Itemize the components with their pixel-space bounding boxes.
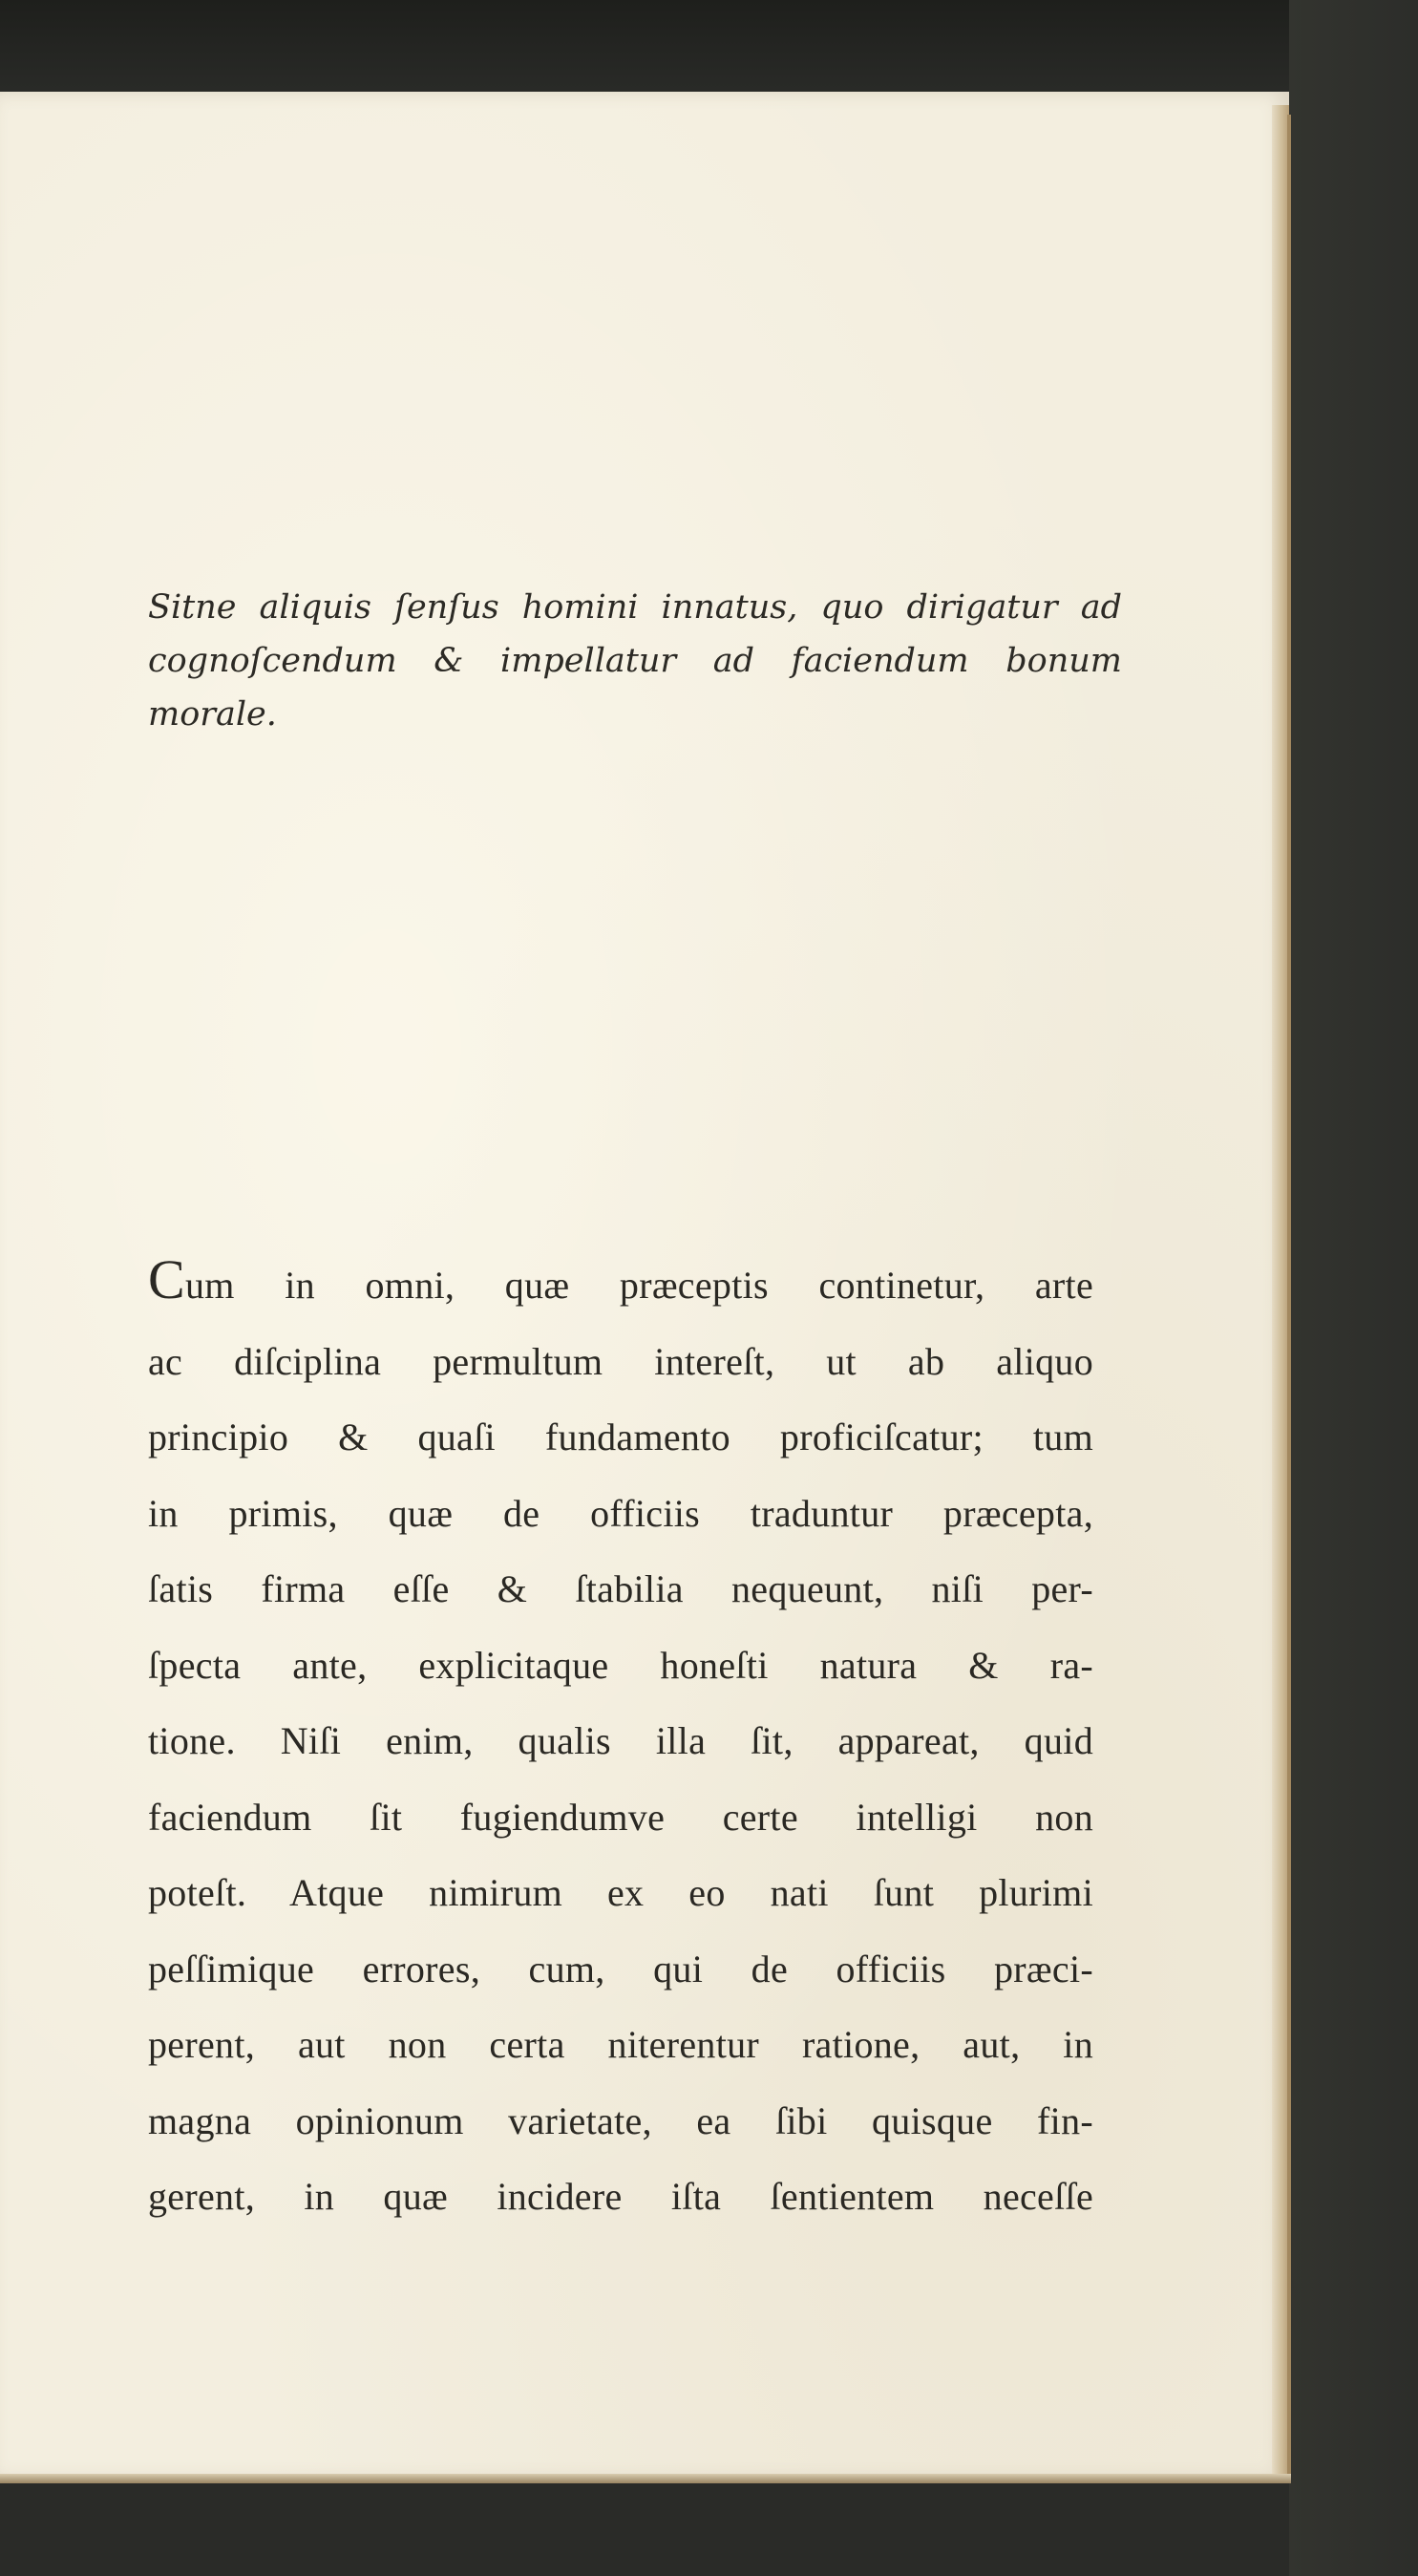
section-heading: Sitne aliquis ſenſus homini innatus, quo dirigatur ad cognoſcendum & impellatur ad faciendum bonum morale. bbox=[148, 588, 1122, 734]
body-text bbox=[148, 1242, 1093, 2235]
body-line: in primis, quæ de officiis traduntur præcepta, bbox=[148, 1491, 1093, 1535]
page-bottom-edge bbox=[0, 2474, 1291, 2483]
body-line: tione. Niſi enim, qualis illa ſit, appareat, quid bbox=[148, 1719, 1093, 1762]
body-line: ſpecta ante, explicitaque honeſti natura & ra- bbox=[148, 1643, 1093, 1687]
body-line: ac diſciplina permultum intereſt, ut ab aliquo bbox=[148, 1339, 1093, 1383]
body-line: gerent, in quæ incidere iſta ſentientem neceſſe bbox=[148, 2175, 1093, 2218]
body-line: ſatis firma eſſe & ſtabilia nequeunt, niſi per- bbox=[148, 1567, 1093, 1610]
body-line: perent, aut non certa niterentur ratione, aut, in bbox=[148, 2023, 1093, 2066]
body-line: faciendum ſit fugiendumve certe intelligi non bbox=[148, 1795, 1093, 1839]
background-top bbox=[0, 0, 1418, 105]
background-right bbox=[1289, 0, 1418, 2576]
body-line: peſſimique errores, cum, qui de officiis præci- bbox=[148, 1947, 1093, 1991]
page-edge-line bbox=[1287, 115, 1291, 2474]
body-line: Cum in omni, quæ præceptis continetur, arte bbox=[148, 1248, 1093, 1310]
body-line: magna opinionum varietate, ea ſibi quisque fin- bbox=[148, 2098, 1093, 2142]
body-line: poteſt. Atque nimirum ex eo nati ſunt plurimi bbox=[148, 1871, 1093, 1914]
body-line: principio & quaſi fundamento proficiſcatur; tum bbox=[148, 1416, 1093, 1458]
